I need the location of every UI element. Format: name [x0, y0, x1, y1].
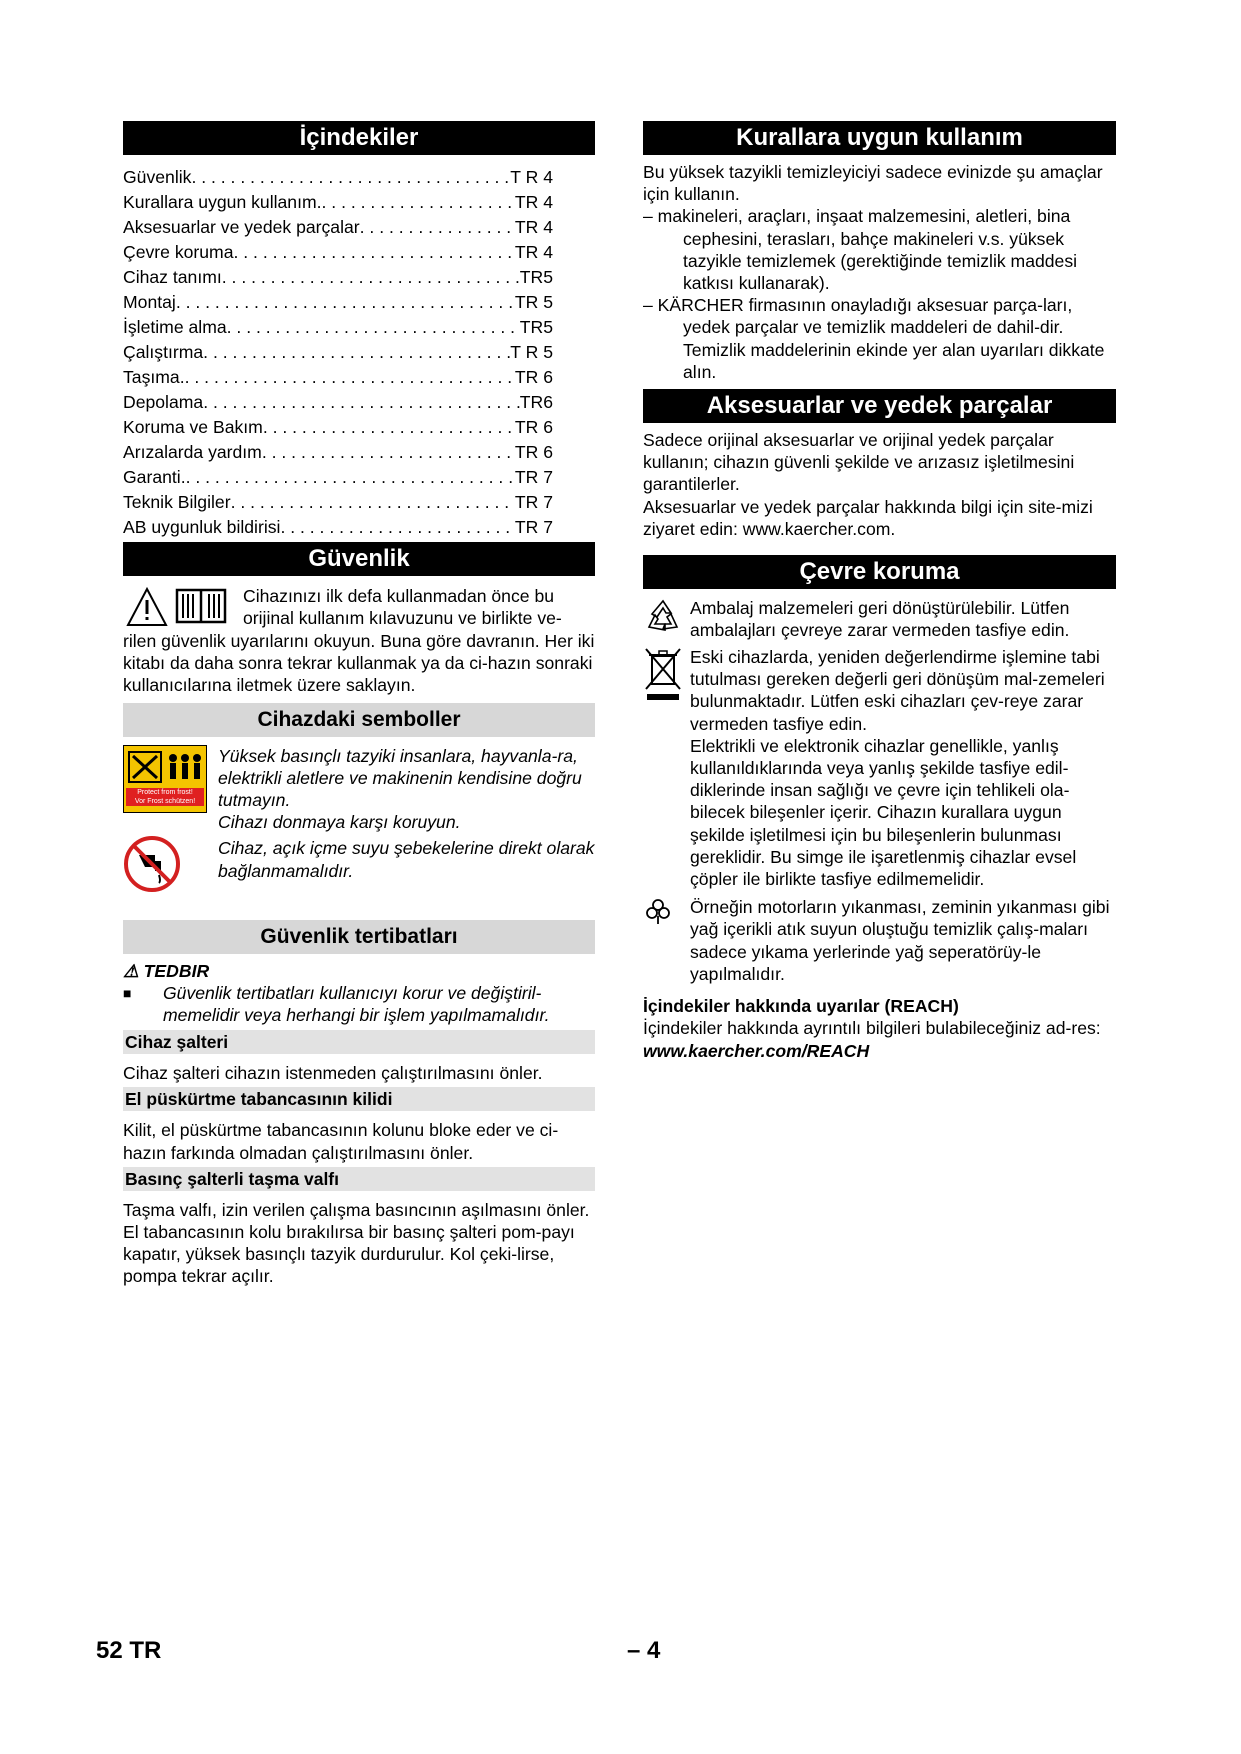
switch-text: Cihaz şalteri cihazın istenmeden çalıştırılmasını önler. [123, 1063, 543, 1084]
toc-entry-title: Çalıştırma [123, 342, 204, 362]
toc-entry-page: TR 7 [514, 467, 553, 487]
accessories-text-1: Sadece orijinal aksesuarlar ve orijinal yedek parçalar kullanın; cihazın güvenli şekilde ve arızasız işletilmesini garantilerler. [643, 430, 1075, 495]
toc-entry-title: Montaj [123, 292, 176, 312]
toc-row[interactable] [123, 390, 553, 415]
lock-text: Kilit, el püskürtme tabancasının kolunu bloke eder ve ci-hazın farkında olmadan çalıştırılmasını önler. [123, 1120, 559, 1163]
valve-heading: Basınç şalterli taşma valfı [123, 1167, 595, 1191]
frost-label-line1: Protect from frost! [137, 788, 193, 796]
recycle-text: Ambalaj malzemeleri geri dönüştürülebilir. Lütfen ambalajları çevreye zarar vermeden tasfiye edin. [690, 598, 1070, 641]
warning-triangle-icon [126, 587, 168, 627]
toc-entry-page: TR 4 [514, 242, 553, 262]
toc-leader-dots [280, 515, 514, 540]
toc-row[interactable] [123, 215, 553, 240]
toc-row[interactable] [123, 365, 553, 390]
toc-leader-dots [203, 340, 510, 365]
toc-entry-page: TR 7 [514, 517, 553, 537]
frost-warning-label [123, 745, 207, 813]
toc-entry-page: TR 4 [514, 192, 553, 212]
accessories-text-2: Aksesuarlar ve yedek parçalar hakkında bilgi için site-mizi ziyaret edin: www.kaercher.com. [643, 496, 1093, 539]
toc-row[interactable] [123, 490, 553, 515]
toc-row[interactable] [123, 465, 553, 490]
left-column [123, 121, 595, 1288]
toc-row[interactable] [123, 165, 553, 190]
toc-leader-dots [322, 190, 515, 215]
toc-entry-page: TR5 [519, 267, 553, 287]
safety-intro-first: Cihazınızı ilk defa kullanmadan önce bu orijinal kullanım kılavuzunu ve birlikte ve- [243, 586, 562, 629]
safety-intro-rest: rilen güvenlik uyarılarını okuyun. Buna göre davranın. Her iki kitabı da daha sonra tekrar kullanmak ya da ci-hazın sonraki kullanıcılarına iletmek üzere saklayın. [123, 631, 595, 696]
oil-block [643, 896, 1116, 985]
section-page-number: – 4 [627, 1637, 661, 1664]
toc-leader-dots [360, 215, 515, 240]
right-column [643, 121, 1116, 1062]
recycle-icon [643, 597, 683, 637]
weee-text-1: Eski cihazlarda, yeniden değerlendirme işlemine tabi tutulması gereken değerli geri dönüşüm mal-zemeleri bulunmaktadır. Lütfen eski cihazları çev-reye zarar vermeden tasfiye edin. [690, 647, 1105, 734]
toc-row[interactable] [123, 340, 553, 365]
toc-leader-dots [176, 290, 515, 315]
toc-entry-page: TR 6 [514, 442, 553, 462]
toc-leader-dots [222, 265, 520, 290]
toc-row[interactable] [123, 190, 553, 215]
usage-heading: Kurallara uygun kullanım [643, 121, 1116, 155]
safety-intro [123, 584, 595, 697]
toc-entry-page: TR 6 [514, 367, 553, 387]
spray-warning-icon [125, 748, 205, 788]
toc-leader-dots [231, 490, 515, 515]
caution-label: TEDBIR [143, 960, 210, 981]
devices-heading: Güvenlik tertibatları [123, 920, 595, 954]
toc-entry-page: TR 4 [514, 217, 553, 237]
toc-entry-title: Teknik Bilgiler [123, 492, 231, 512]
toc-leader-dots [191, 165, 510, 190]
toc-entry-page: TR 7 [514, 492, 553, 512]
toc-row[interactable] [123, 240, 553, 265]
caution-block [123, 960, 595, 1026]
toc-entry-title: Depolama [123, 392, 204, 412]
crossed-bin-icon [643, 646, 683, 702]
toc-entry-page: T R 5 [510, 342, 553, 362]
toc-row[interactable] [123, 265, 553, 290]
weee-text-2: Elektrikli ve elektronik cihazlar genellikle, yanlış kullanıldıklarında veya yanlış şekilde tasfiye edil-diklerinde insan sağlığı ve çevre için tehlikeli ola-bilecek bileşenler içerir. Cihazın kurallara uygun şekilde işletilmesi için bu bileşenlerin bulunması gereklidir. Bu simge ile işaretlenmiş cihazlar evsel çöpler ile birlikte tasfiye edilmemelidir. [690, 735, 1077, 890]
valve-text-1: Taşma valfı, izin verilen çalışma basıncının aşılmasını önler. [123, 1199, 590, 1220]
toc-leader-dots [185, 365, 515, 390]
toc-leader-dots [262, 440, 515, 465]
toc-leader-dots [234, 240, 515, 265]
accessories-heading: Aksesuarlar ve yedek parçalar [643, 389, 1116, 423]
symbols-block [123, 745, 595, 882]
toc-entry-title: Arızalarda yardım [123, 442, 262, 462]
symbol-text-frost: Cihazı donmaya karşı koruyun. [218, 812, 461, 833]
oil-text: Örneğin motorların yıkanması, zeminin yıkanması gibi yağ içerikli atık suyun oluştuğu temizlik çalış-maları sadece yıkama yerlerinde yağ seperatörüy-le yapılmalıdır. [690, 897, 1110, 984]
toc-entry-title: Taşıma. [123, 367, 185, 387]
page-number: 52 TR [96, 1637, 162, 1664]
toc-entry-title: Güvenlik [123, 167, 192, 187]
caution-text: Güvenlik tertibatları kullanıcıyı korur ve değiştiril-memelidir veya herhangi bir işlem yapılmamalıdır. [163, 982, 550, 1026]
toc-entry-title: Cihaz tanımı [123, 267, 222, 287]
recycle-block [643, 597, 1116, 642]
bullet-square-icon: ■ [123, 984, 132, 1001]
weee-block [643, 646, 1116, 890]
safety-heading: Güvenlik [123, 542, 595, 576]
switch-heading: Cihaz şalteri [123, 1030, 595, 1054]
toc-leader-dots [263, 415, 515, 440]
toc-leader-dots [203, 390, 520, 415]
toc-entry-page: T R 4 [510, 167, 553, 187]
lock-heading: El püskürtme tabancasının kilidi [123, 1087, 595, 1111]
symbol-text-spray: Yüksek basınçlı tazyiki insanlara, hayvanla-ra, elektrikli aletlere ve makinenin kendisine doğru tutmayın. [218, 745, 582, 811]
usage-item-1: – makineleri, araçları, inşaat malzemesini, aletleri, bina cephesini, terasları, bahçe makineleri v.s. yüksek tazyikle temizlemek (gerektiğinde temizlik maddesi katkısı kullanarak). [643, 206, 1078, 294]
toc-entry-title: Garanti. [123, 467, 186, 487]
reach-heading: İçindekiler hakkında uyarılar (REACH) [643, 996, 959, 1017]
toc-entry-title: Koruma ve Bakım [123, 417, 263, 437]
toc-row[interactable] [123, 515, 553, 540]
usage-intro: Bu yüksek tazyikli temizleyiciyi sadece evinizde şu amaçlar için kullanın. [643, 162, 1103, 205]
symbols-heading: Cihazdaki semboller [123, 703, 595, 737]
toc-entry-page: TR 5 [514, 292, 553, 312]
toc-row[interactable] [123, 440, 553, 465]
toc-row[interactable] [123, 290, 553, 315]
reach-text: İçindekiler hakkında ayrıntılı bilgileri bulabileceğiniz ad-res: [643, 1018, 1101, 1039]
toc-entry-title: İşletime alma [123, 317, 227, 337]
toc-row[interactable] [123, 415, 553, 440]
usage-item-2: – KÄRCHER firmasının onayladığı aksesuar parça-ları, yedek parçalar ve temizlik maddeleri de dahil-dir. Temizlik maddelerinin ekinde yer alan uyarıları dikkate alın. [643, 295, 1105, 382]
no-drinking-water-icon [123, 835, 181, 893]
toc-entry-page: TR 6 [514, 417, 553, 437]
symbol-text-water: Cihaz, açık içme suyu şebekelerine direkt olarak bağlanmamalıdır. [218, 838, 595, 881]
caution-icon: ⚠ [123, 960, 139, 981]
reach-link[interactable]: www.kaercher.com/REACH [643, 1040, 870, 1061]
valve-text-2: El tabancasının kolu bırakılırsa bir basınç şalteri pom-payı kapatır, yüksek basınçlı tazyik durdurulur. Kol çeki-lirse, pompa tekrar açılır. [123, 1222, 575, 1287]
toc-entry-title: Çevre koruma [123, 242, 234, 262]
toc-entry-page: TR6 [519, 392, 553, 412]
oil-separator-icon [643, 896, 673, 926]
manual-book-icon [175, 586, 227, 626]
toc-row[interactable] [123, 315, 553, 340]
toc-entry-title: Aksesuarlar ve yedek parçalar [123, 217, 360, 237]
environment-heading: Çevre koruma [643, 555, 1116, 589]
table-of-contents [123, 165, 595, 540]
toc-heading: İçindekiler [123, 121, 595, 155]
frost-label-line2: Vor Frost schützen! [134, 797, 196, 805]
toc-entry-title: AB uygunluk bildirisi [123, 517, 281, 537]
toc-leader-dots [227, 315, 520, 340]
toc-leader-dots [186, 465, 515, 490]
toc-entry-page: TR5 [519, 317, 553, 337]
toc-entry-title: Kurallara uygun kullanım. [123, 192, 322, 212]
